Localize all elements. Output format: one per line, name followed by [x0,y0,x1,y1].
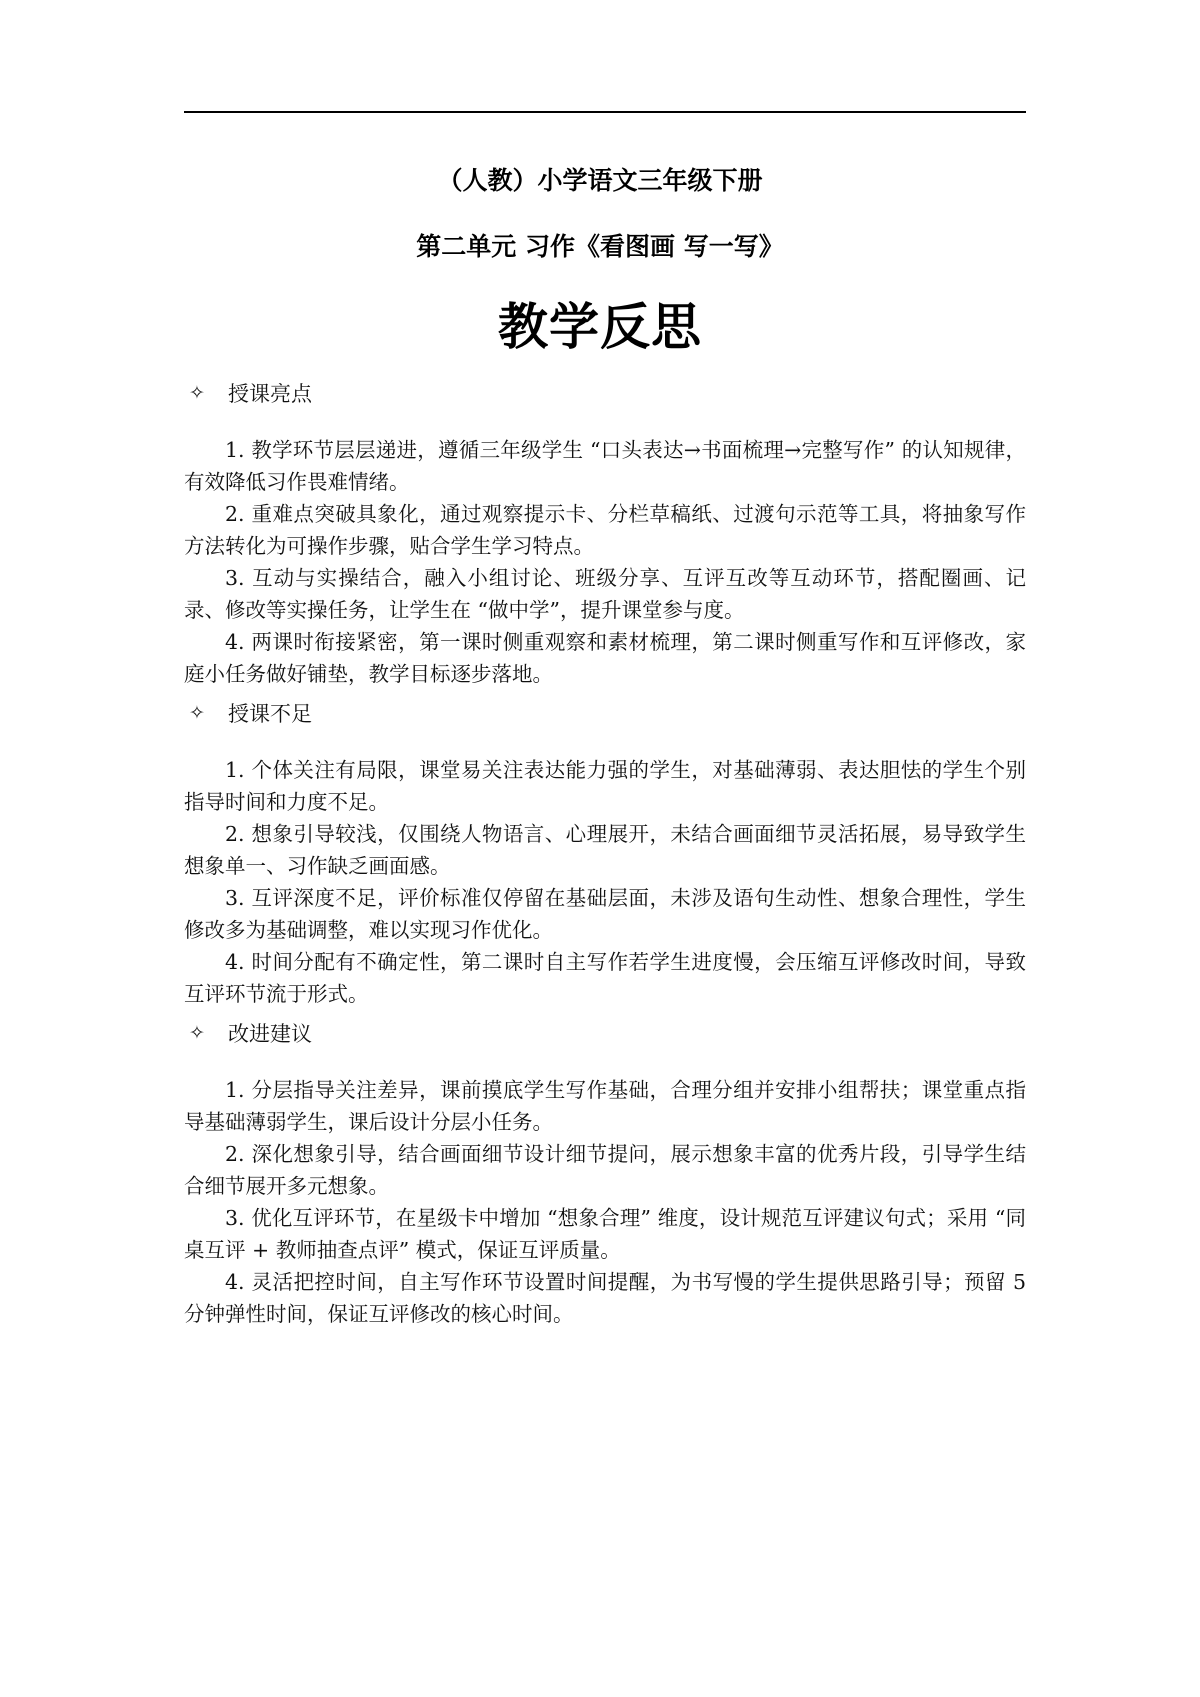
list-item: 4. 两课时衔接紧密，第一课时侧重观察和素材梳理，第二课时侧重写作和互评修改，家庭小任务做好铺垫，教学目标逐步落地。 [184,630,1026,686]
section-suggestions [184,1016,1026,1330]
page-title: 教学反思 [498,297,702,356]
diamond-star-icon: ✧ [189,1022,205,1044]
list-item: 1. 分层指导关注差异，课前摸底学生写作基础，合理分组并安排小组帮扶；课堂重点指导基础薄弱学生，课后设计分层小任务。 [184,1078,1026,1134]
list-item: 3. 互动与实操结合，融入小组讨论、班级分享、互评互改等互动环节，搭配圈画、记录、修改等实操任务，让学生在 “做中学”，提升课堂参与度。 [184,566,1026,622]
textbook-subtitle: （人教）小学语文三年级下册 [437,166,763,195]
section-shortcomings [184,696,1026,1010]
diamond-star-icon: ✧ [189,382,205,404]
list-item: 2. 深化想象引导，结合画面细节设计细节提问，展示想象丰富的优秀片段，引导学生结合细节展开多元想象。 [184,1142,1026,1198]
section-item-list [184,754,1026,1010]
section-heading [184,696,1026,730]
section-highlights [184,376,1026,690]
list-item: 1. 个体关注有局限，课堂易关注表达能力强的学生，对基础薄弱、表达胆怯的学生个别指导时间和力度不足。 [184,758,1026,814]
list-item: 2. 想象引导较浅，仅围绕人物语言、心理展开，未结合画面细节灵活拓展，易导致学生想象单一、习作缺乏画面感。 [184,822,1026,878]
section-item-list [184,434,1026,690]
section-item-list [184,1074,1026,1330]
list-item: 3. 互评深度不足，评价标准仅停留在基础层面，未涉及语句生动性、想象合理性，学生修改多为基础调整，难以实现习作优化。 [184,886,1026,942]
diamond-star-icon: ✧ [189,702,205,724]
header-rule [184,111,1026,113]
list-item: 2. 重难点突破具象化，通过观察提示卡、分栏草稿纸、过渡句示范等工具，将抽象写作方法转化为可操作步骤，贴合学生学习特点。 [184,502,1026,558]
list-item: 4. 时间分配有不确定性，第二课时自主写作若学生进度慢，会压缩互评修改时间，导致互评环节流于形式。 [184,950,1026,1006]
unit-subtitle: 第二单元 习作《看图画 写一写》 [416,232,784,261]
section-heading [184,1016,1026,1050]
section-heading-label: 授课亮点 [228,382,312,406]
list-item: 1. 教学环节层层递进，遵循三年级学生 “口头表达→书面梳理→完整写作” 的认知规律，有效降低习作畏难情绪。 [184,438,1026,494]
section-heading-label: 授课不足 [228,702,312,726]
section-heading [184,376,1026,410]
list-item: 3. 优化互评环节，在星级卡中增加 “想象合理” 维度，设计规范互评建议句式；采用 “同桌互评 + 教师抽查点评” 模式，保证互评质量。 [184,1206,1026,1262]
section-heading-label: 改进建议 [228,1022,312,1046]
list-item: 4. 灵活把控时间，自主写作环节设置时间提醒，为书写慢的学生提供思路引导；预留 5 分钟弹性时间，保证互评修改的核心时间。 [184,1270,1026,1326]
